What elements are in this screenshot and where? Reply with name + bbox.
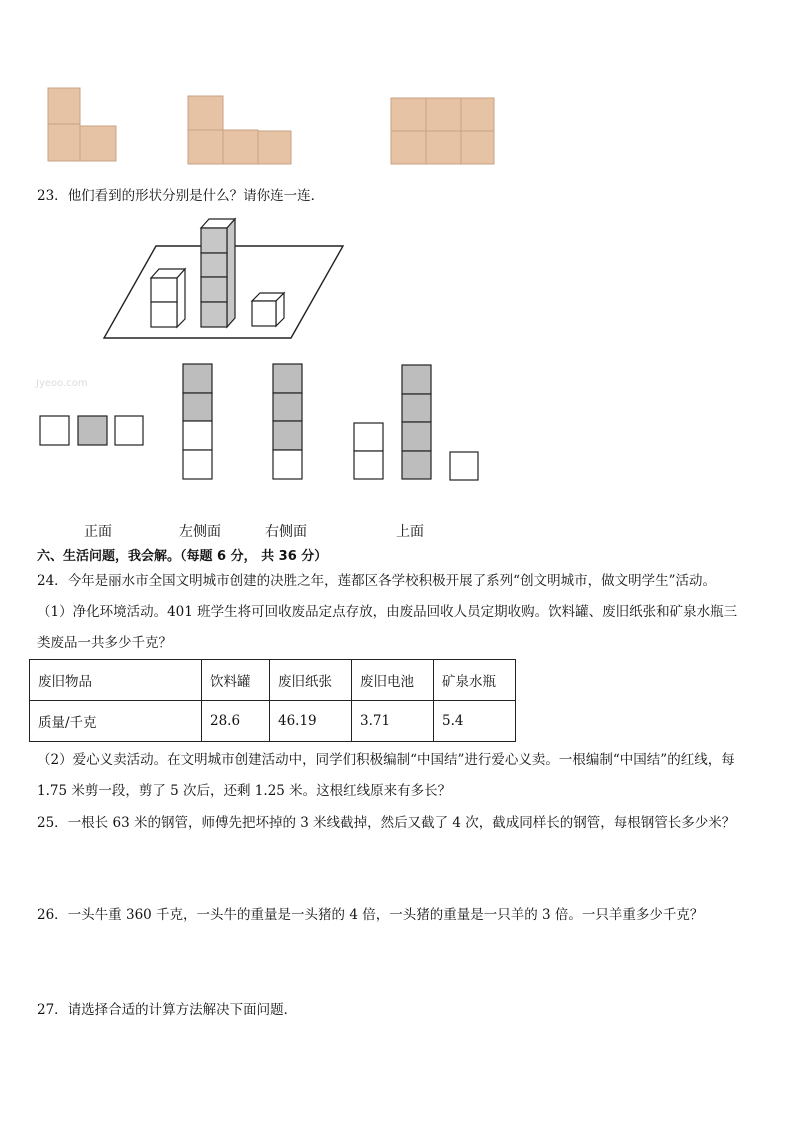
question-number: 23． (37, 188, 68, 204)
question-24-part1-line1: （1）净化环境活动。401 班学生将可回收废品定点存放，由废品回收人员定期收购。饮料罐、废旧纸张和矿泉水瓶三 (37, 604, 738, 620)
tan-figure-3 (391, 98, 494, 164)
question-number: 24． (37, 573, 68, 589)
view-option-4 (354, 365, 478, 480)
section-6-heading (37, 545, 327, 564)
table-cell: 矿泉水瓶 (434, 660, 516, 701)
cube-stack-left (151, 269, 185, 327)
table-cell: 质量/千克 (30, 701, 202, 742)
table-cell: 饮料罐 (202, 660, 270, 701)
view-options-figure (0, 360, 520, 485)
section-score: （每题 6 分， 共 36 分） (180, 549, 328, 564)
section-title: 六、生活问题，我会解。 (37, 549, 181, 564)
view-option-3 (273, 364, 302, 479)
watermark: Jyeoo.com (36, 378, 88, 389)
cube-arrangement-figure (0, 210, 400, 345)
tan-figure-1 (48, 88, 116, 161)
label-front: 正面 (84, 524, 112, 540)
question-24-part2-line2: 1.75 米剪一段，剪了 5 次后，还剩 1.25 米。这根红线原来有多长？ (37, 783, 452, 799)
question-23 (37, 187, 324, 205)
view-option-1 (40, 416, 143, 445)
question-text: 他们看到的形状分别是什么？请你连一连． (67, 188, 325, 204)
table-row (30, 701, 516, 742)
question-number: 25． (37, 815, 68, 831)
question-number: 26． (37, 907, 68, 923)
view-option-2 (183, 364, 212, 479)
table-cell: 3.71 (352, 701, 434, 742)
question-text: 今年是丽水市全国文明城市创建的决胜之年，莲都区各学校积极开展了系列“创文明城市，做文明学生”活动。 (67, 573, 716, 589)
table-cell: 28.6 (202, 701, 270, 742)
waste-table (29, 659, 516, 742)
table-cell: 废旧物品 (30, 660, 202, 701)
table-cell: 废旧纸张 (270, 660, 352, 701)
question-25 (37, 814, 735, 832)
label-left: 左侧面 (179, 524, 221, 540)
question-24-part2-line1: （2）爱心义卖活动。在文明城市创建活动中，同学们积极编制“中国结”进行爱心义卖。一根编制“中国结”的红线，每 (37, 752, 735, 768)
cube-single-right (252, 293, 284, 326)
table-cell: 5.4 (434, 701, 516, 742)
question-26 (37, 906, 703, 924)
question-text: 一根长 63 米的钢管，师傅先把坏掉的 3 米线截掉，然后又截了 4 次，截成同样长的钢管，每根钢管长多少米？ (67, 815, 736, 831)
question-27 (37, 1001, 297, 1019)
table-cell: 46.19 (270, 701, 352, 742)
question-text: 请选择合适的计算方法解决下面问题． (67, 1002, 298, 1018)
label-top: 上面 (396, 524, 424, 540)
question-24-intro (37, 572, 716, 590)
cube-stack-tall (201, 219, 235, 327)
block-views-figure (0, 0, 794, 175)
table-header-row (30, 660, 516, 701)
label-right: 右侧面 (265, 524, 307, 540)
question-text: 一头牛重 360 千克，一头牛的重量是一头猪的 4 倍，一头猪的重量是一只羊的 3 倍。一只羊重多少千克？ (67, 907, 704, 923)
question-24-part1-line2: 类废品一共多少千克？ (37, 635, 172, 651)
question-number: 27． (37, 1002, 68, 1018)
tan-figure-2 (188, 96, 291, 164)
table-cell: 废旧电池 (352, 660, 434, 701)
